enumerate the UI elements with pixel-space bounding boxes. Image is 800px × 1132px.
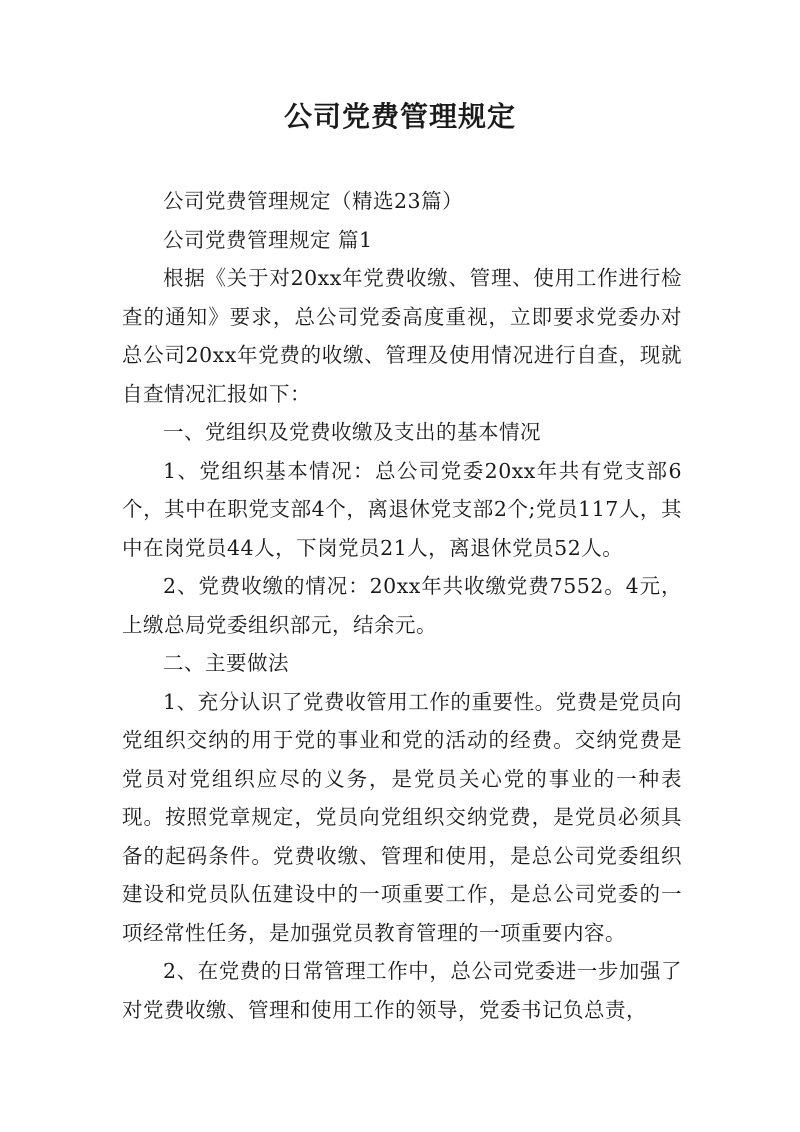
body-paragraph: 2、在党费的日常管理工作中，总公司党委进一步加强了对党费收缴、管理和使用工作的领导，党委书记负总责， [122,959,682,1022]
body-paragraph: 1、充分认识了党费收管用工作的重要性。党费是党员向党组织交纳的用于党的事业和党的活动的经费。交纳党费是党员对党组织应尽的义务，是党员关心党的事业的一种表现。按照党章规定，党员向党组织交纳党费，是党员必须具备的起码条件。党费收缴、管理和使用，是总公司党委组织建设和党员队伍建设中的一项重要工作，是总公司党委的一项经常性任务，是加强党员教育管理的一项重要内容。 [122,689,682,945]
document-title: 公司党费管理规定 [283,100,516,133]
section-heading: 公司党费管理规定 篇1 [163,227,373,252]
section-heading: 二、主要做法 [163,651,289,675]
subtitle-paragraph: 公司党费管理规定（精选23篇） [163,189,464,213]
body-paragraph: 1、党组织基本情况：总公司党委20xx年共有党支部6个，其中在职党支部4个，离退休党支部2个;党员117人，其中在岗党员44人，下岗党员21人，离退休党员52人。 [122,458,682,560]
body-paragraph: 根据《关于对20xx年党费收缴、管理、使用工作进行检查的通知》要求，总公司党委高度重视，立即要求党委办对总公司20xx年党费的收缴、管理及使用情况进行自查，现就自查情况汇报如下： [122,266,682,406]
document-body [122,182,682,1029]
body-paragraph: 2、党费收缴的情况：20xx年共收缴党费7552。4元，上缴总局党委组织部元，结余元。 [122,574,682,637]
section-heading: 一、党组织及党费收缴及支出的基本情况 [163,420,541,444]
